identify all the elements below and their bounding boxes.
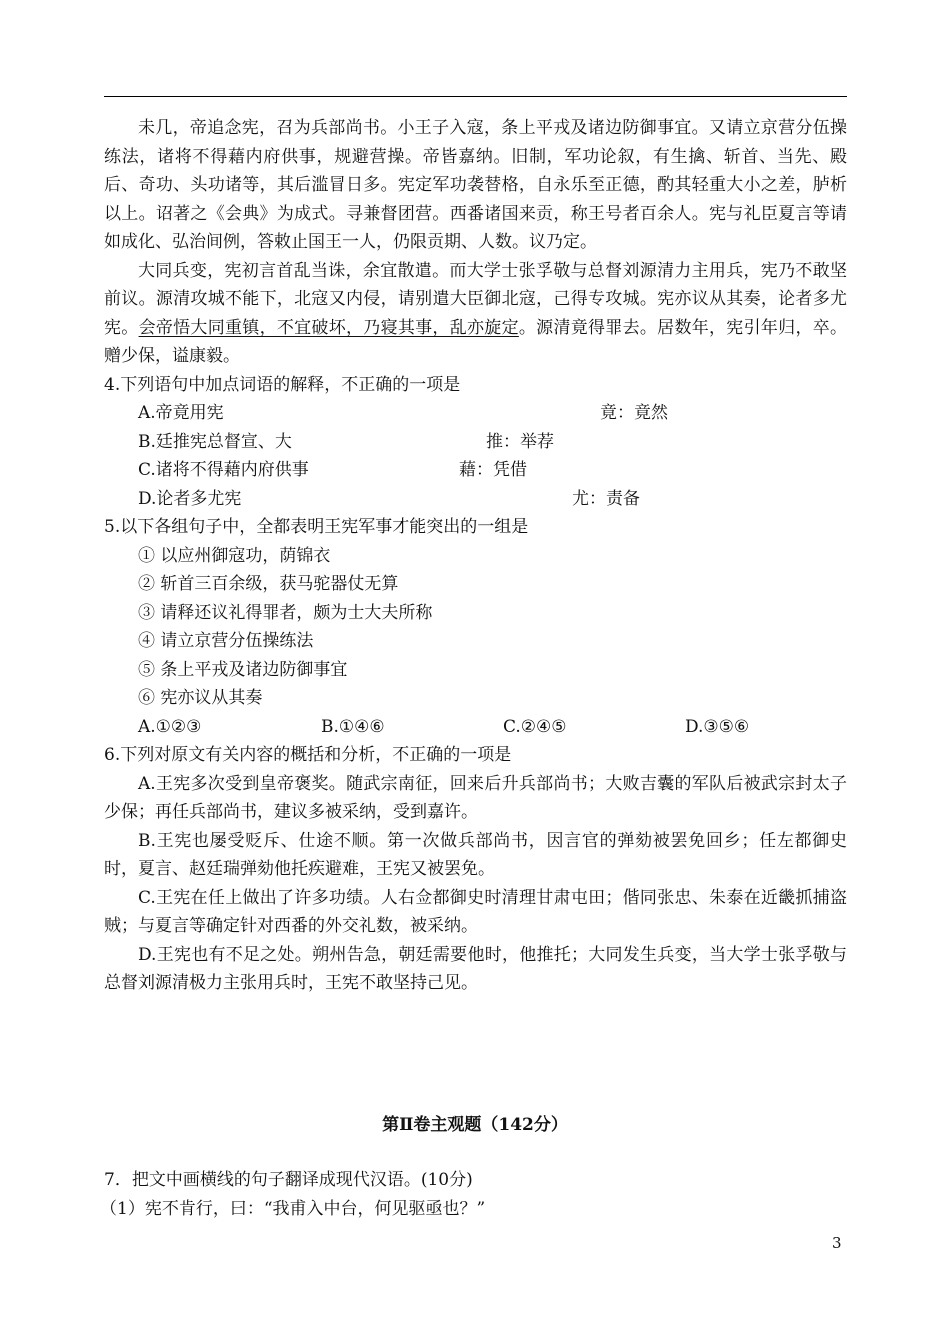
passage — [104, 114, 847, 998]
q5-item: ⑤ 条上平戎及诸边防御事宜 — [138, 659, 348, 680]
q5-item: ③ 请释还议礼得罪者，颇为士大夫所称 — [138, 602, 433, 623]
q6-option-c: C.王宪在任上做出了许多功绩。人右佥都御史时清理甘肃屯田；偕同张忠、朱泰在近畿抓捕盗贼；与夏言等确定针对西番的外交礼数，被采纳。 — [104, 887, 847, 936]
q6-option-b: B.王宪也屡受贬斥、仕途不顺。第一次做兵部尚书，因言官的弹劾被罢免回乡；任左都御史时，夏言、赵廷瑞弹劾他托疾避难，王宪又被罢免。 — [104, 830, 847, 879]
question-7-stem: 7．把文中画横线的句子翻译成现代汉语。(10分) — [104, 1170, 473, 1190]
q5-choice-a: A.①②③ — [138, 716, 202, 737]
q5-choice-d: D.③⑤⑥ — [685, 716, 750, 737]
q5-item: ④ 请立京营分伍操练法 — [138, 631, 314, 651]
q5-item: ⑥ 宪亦议从其奏 — [138, 688, 263, 708]
section-2-title: 第Ⅱ卷主观题（142分） — [382, 1115, 568, 1135]
q4-option-b: B.廷推宪总督宣、大 推：举荐 — [138, 431, 554, 452]
question-6-stem: 6.下列对原文有关内容的概括和分析，不正确的一项是 — [104, 745, 512, 765]
q4-option-a: A.帝竟用宪 竟：竟然 — [138, 403, 668, 423]
header-rule — [104, 96, 847, 97]
question-5-stem: 5.以下各组句子中，全都表明王宪军事才能突出的一组是 — [104, 517, 529, 537]
q5-item: ① 以应州御寇功，荫锦衣 — [138, 545, 331, 566]
q6-option-a: A.王宪多次受到皇帝褒奖。随武宗南征，回来后升兵部尚书；大败吉囊的军队后被武宗封太子少保；再任兵部尚书，建议多被采纳，受到嘉许。 — [104, 773, 847, 822]
passage-paragraph-2: 大同兵变，宪初言首乱当诛，余宜散遣。而大学士张孚敬与总督刘源清力主用兵，宪乃不敢坚前议。源清攻城不能下，北寇又内侵，请别遣大臣御北寇，己得专攻城。宪亦议从其奏，论者多尤宪。会帝悟大同重镇，不宜破坏，乃寝其事，乱亦旋定。源清竟得罪去。居数年，宪引年归，卒。赠少保，谥康毅。 — [104, 260, 848, 366]
q4-option-d: D.论者多尤宪 尤：责备 — [138, 488, 640, 509]
q5-choice-b: B.①④⑥ — [321, 716, 385, 737]
q5-item: ② 斩首三百余级，获马驼器仗无算 — [138, 574, 399, 594]
q5-choice-c: C.②④⑤ — [503, 716, 567, 737]
question-7-sub-1: （1）宪不肯行，曰：“我甫入中台，何见驱亟也？” — [100, 1198, 486, 1219]
question-4-stem: 4.下列语句中加点词语的解释，不正确的一项是 — [104, 374, 461, 395]
page-number: 3 — [832, 1234, 842, 1252]
passage-paragraph-1: 未几，帝追念宪，召为兵部尚书。小王子入寇，条上平戎及诸边防御事宜。又请立京营分伍操练法，诸将不得藉内府供事，规避营操。帝皆嘉纳。旧制，军功论叙，有生擒、斩首、当先、殿后、奇功、头功诸等，其后滥冒日多。宪定军功袭替格，自永乐至正德，酌其轻重大小之差，胪析以上。诏著之《会典》为成式。寻兼督团营。西番诸国来贡，称王号者百余人。宪与礼臣夏言等请如成化、弘治间例，答敕止国王一人，仍限贡期、人数。议乃定。 — [104, 118, 847, 252]
underlined-sentence: 会帝悟大同重镇，不宜破坏，乃寝其事，乱亦旋定 — [138, 317, 519, 338]
q5-choices — [104, 713, 847, 742]
q4-option-c: C.诸将不得藉内府供事 藉：凭借 — [138, 460, 527, 480]
q6-option-d: D.王宪也有不足之处。朔州告急，朝廷需要他时，他推托；大同发生兵变，当大学士张孚敬与总督刘源清极力主张用兵时，王宪不敢坚持己见。 — [104, 944, 847, 993]
question-7 — [100, 1166, 847, 1223]
